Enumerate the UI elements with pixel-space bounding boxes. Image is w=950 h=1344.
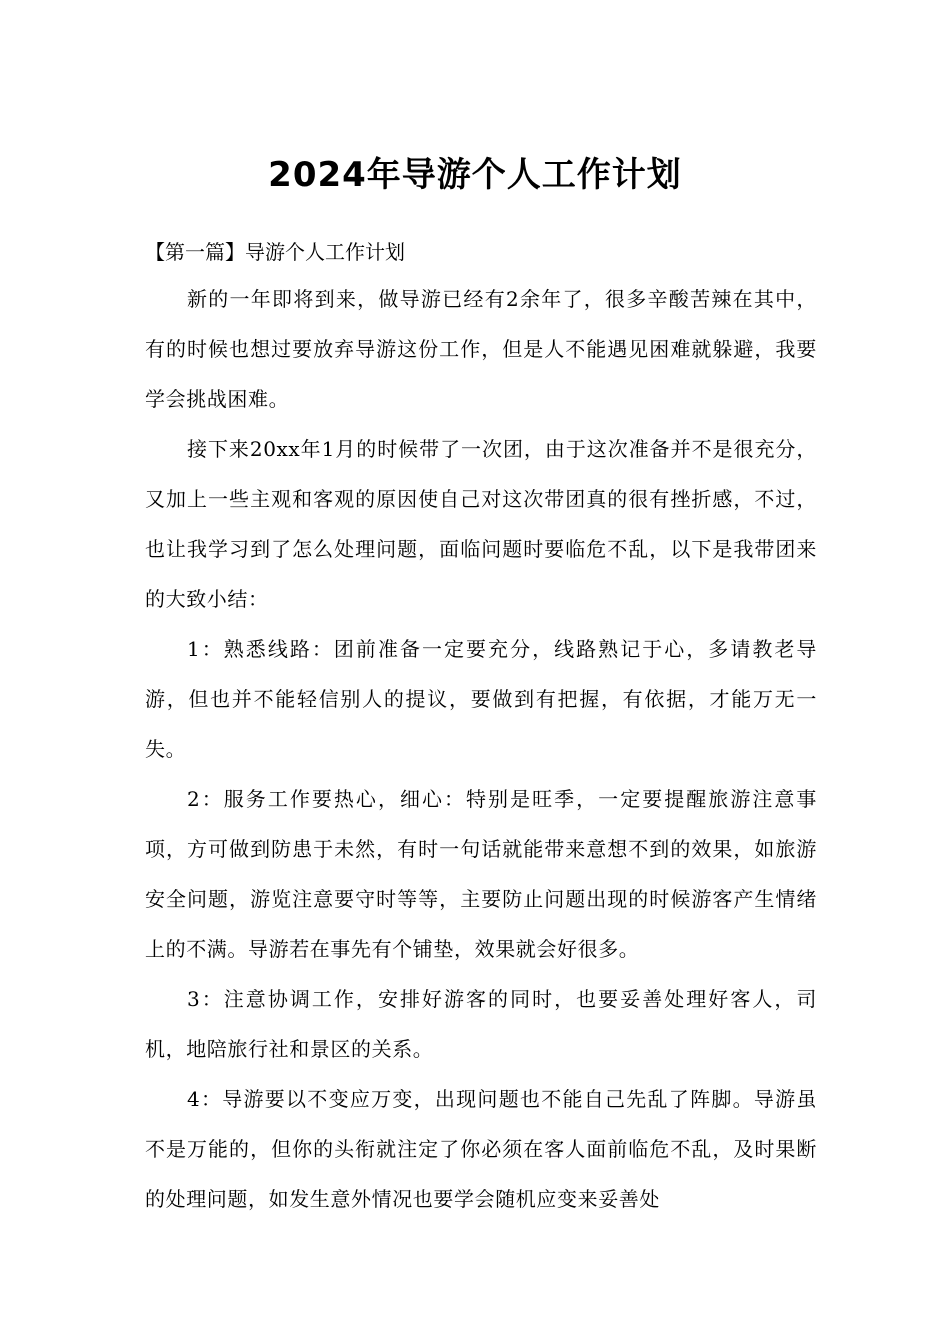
section-heading: 【第一篇】导游个人工作计划 [145, 240, 405, 264]
paragraph-summary: 接下来20xx年1月的时候带了一次团，由于这次准备并不是很充分，又加上一些主观和客观的原因使自己对这次带团真的很有挫折感，不过，也让我学习到了怎么处理问题，面临问题时要临危不乱，以下是我带团来的大致小结： [145, 437, 817, 611]
document-title: 2024年导游个人工作计划 [268, 154, 682, 195]
paragraph-point-2: 2：服务工作要热心，细心：特别是旺季，一定要提醒旅游注意事项，方可做到防患于未然，有时一句话就能带来意想不到的效果，如旅游安全问题，游览注意要守时等等，主要防止问题出现的时候游客产生情绪上的不满。导游若在事先有个铺垫，效果就会好很多。 [145, 787, 817, 961]
document-body [145, 230, 817, 1224]
paragraph-point-4: 4：导游要以不变应万变，出现问题也不能自己先乱了阵脚。导游虽不是万能的，但你的头衔就注定了你必须在客人面前临危不乱，及时果断的处理问题，如发生意外情况也要学会随机应变来妥善处 [145, 1087, 817, 1211]
paragraph-point-3: 3：注意协调工作，安排好游客的同时，也要妥善处理好客人，司机，地陪旅行社和景区的关系。 [145, 987, 817, 1061]
paragraph-intro: 新的一年即将到来，做导游已经有2余年了，很多辛酸苦辣在其中，有的时候也想过要放弃导游这份工作，但是人不能遇见困难就躲避，我要学会挑战困难。 [145, 287, 817, 411]
paragraph-point-1: 1：熟悉线路：团前准备一定要充分，线路熟记于心，多请教老导游，但也并不能轻信别人的提议，要做到有把握，有依据，才能万无一失。 [145, 637, 817, 761]
